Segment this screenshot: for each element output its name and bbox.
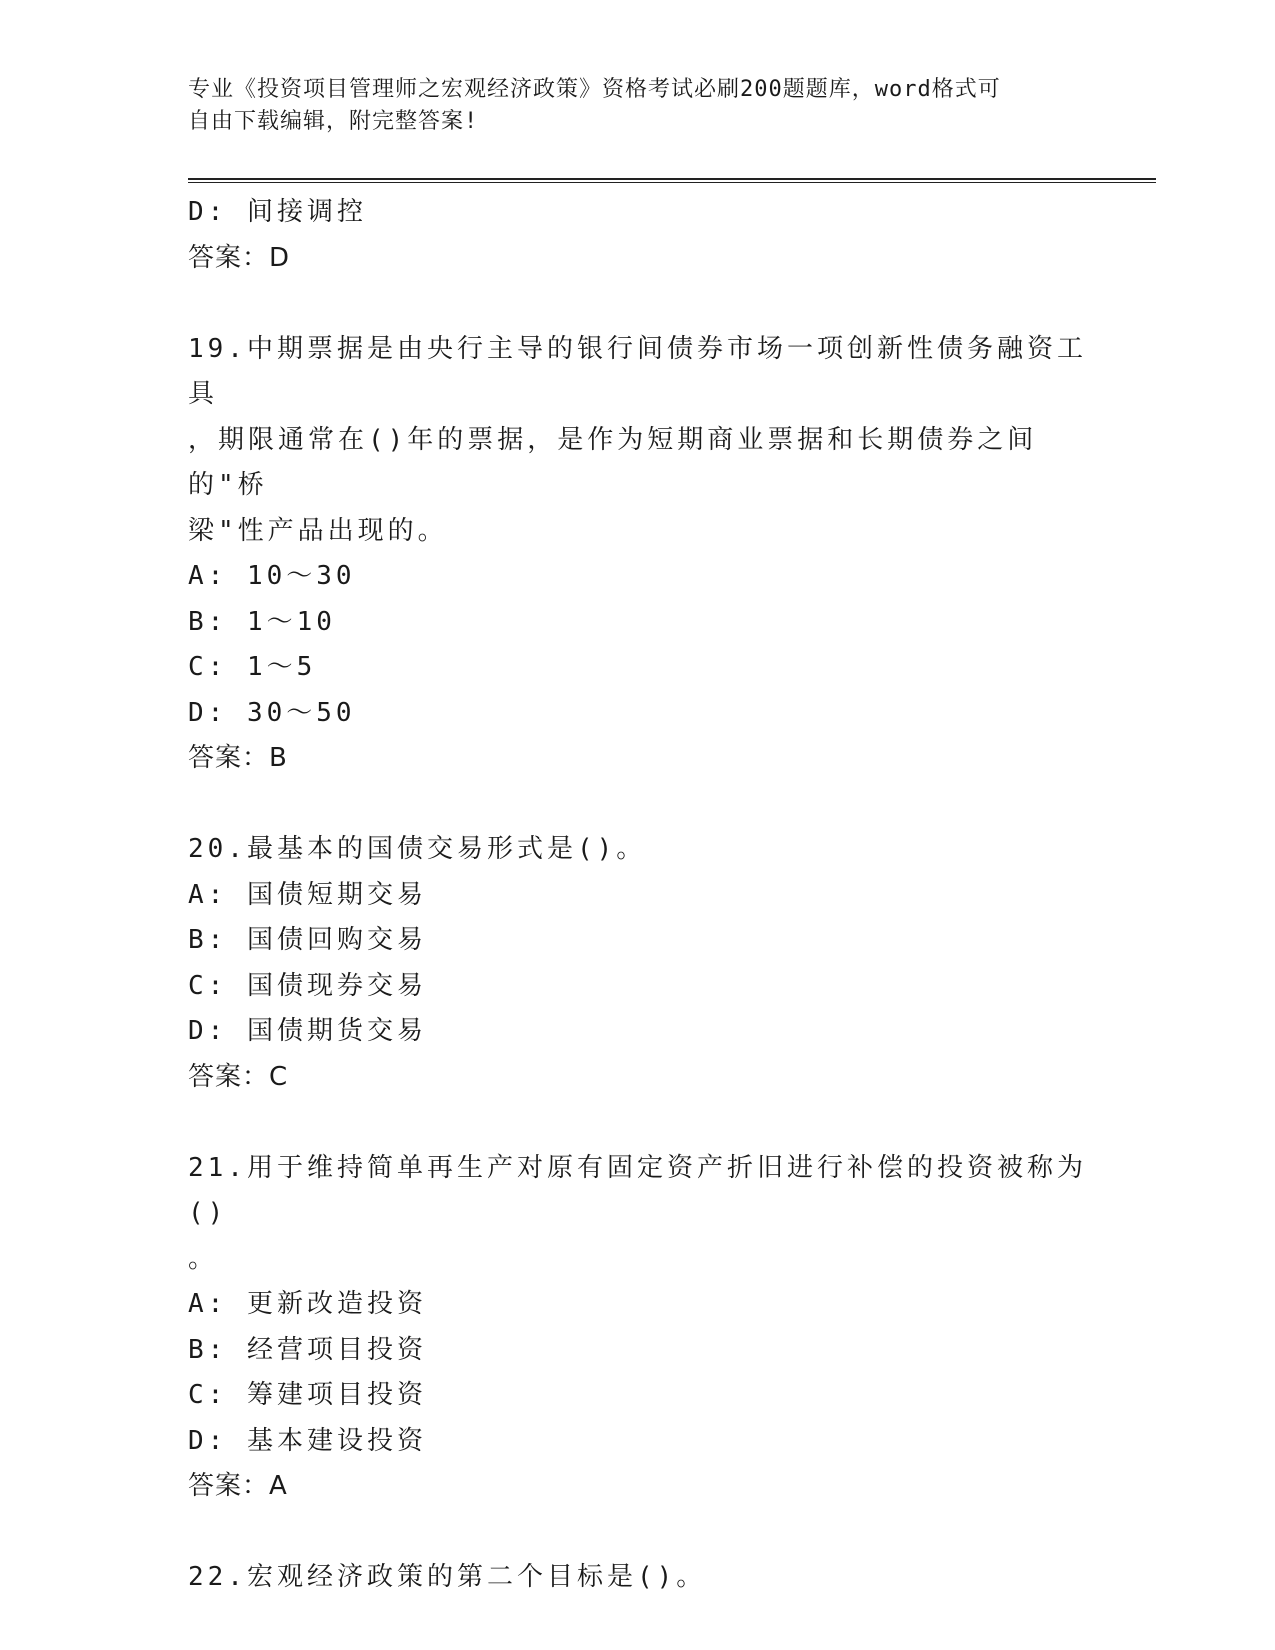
question-text-line: 21.用于维持简单再生产对原有固定资产折旧进行补偿的投资被称为() <box>188 1152 1087 1228</box>
spacer <box>188 281 1088 327</box>
option-b: B: 经营项目投资 <box>188 1334 427 1365</box>
option-d: D: 30～50 <box>188 697 356 728</box>
question-text-line: 20.最基本的国债交易形式是()。 <box>188 834 647 864</box>
spacer <box>188 1510 1088 1556</box>
question-19 <box>188 327 1088 782</box>
option-d: D: 基本建设投资 <box>188 1425 427 1456</box>
header-line-1: 专业《投资项目管理师之宏观经济政策》资格考试必刷200题题库，word格式可 <box>188 77 1001 102</box>
option-d: D: 间接调控 <box>188 197 367 227</box>
question-22 <box>188 1555 1088 1601</box>
question-text-line: ，期限通常在()年的票据，是作为短期商业票据和长期债券之间的"桥 <box>188 424 1038 500</box>
header-divider <box>188 178 1156 183</box>
answer-line: 答案：C <box>188 1061 289 1092</box>
header-line-2: 自由下载编辑，附完整答案! <box>188 109 479 134</box>
option-b: B: 1～10 <box>188 606 336 637</box>
option-a: A: 更新改造投资 <box>188 1289 427 1319</box>
spacer <box>188 1100 1088 1146</box>
answer-line: 答案：A <box>188 1471 288 1501</box>
page-header <box>188 74 1068 138</box>
option-b: B: 国债回购交易 <box>188 925 427 955</box>
question-20 <box>188 827 1088 1100</box>
option-c: C: 国债现券交易 <box>188 970 427 1001</box>
option-c: C: 筹建项目投资 <box>188 1380 427 1410</box>
option-a: A: 10～30 <box>188 561 356 591</box>
option-d: D: 国债期货交易 <box>188 1016 427 1046</box>
question-text-line: 19.中期票据是由央行主导的银行间债券市场一项创新性债务融资工具 <box>188 333 1087 409</box>
answer-line: 答案：B <box>188 743 288 773</box>
option-c: C: 1～5 <box>188 652 317 682</box>
question-text-line: 。 <box>188 1243 219 1274</box>
question-21 <box>188 1146 1088 1510</box>
option-a: A: 国债短期交易 <box>188 879 427 910</box>
spacer <box>188 782 1088 828</box>
question-text-line: 梁"性产品出现的。 <box>188 515 448 546</box>
answer-line: 答案：D <box>188 242 291 273</box>
question-text-line: 22.宏观经济政策的第二个目标是()。 <box>188 1562 707 1592</box>
question-content <box>188 190 1088 1601</box>
